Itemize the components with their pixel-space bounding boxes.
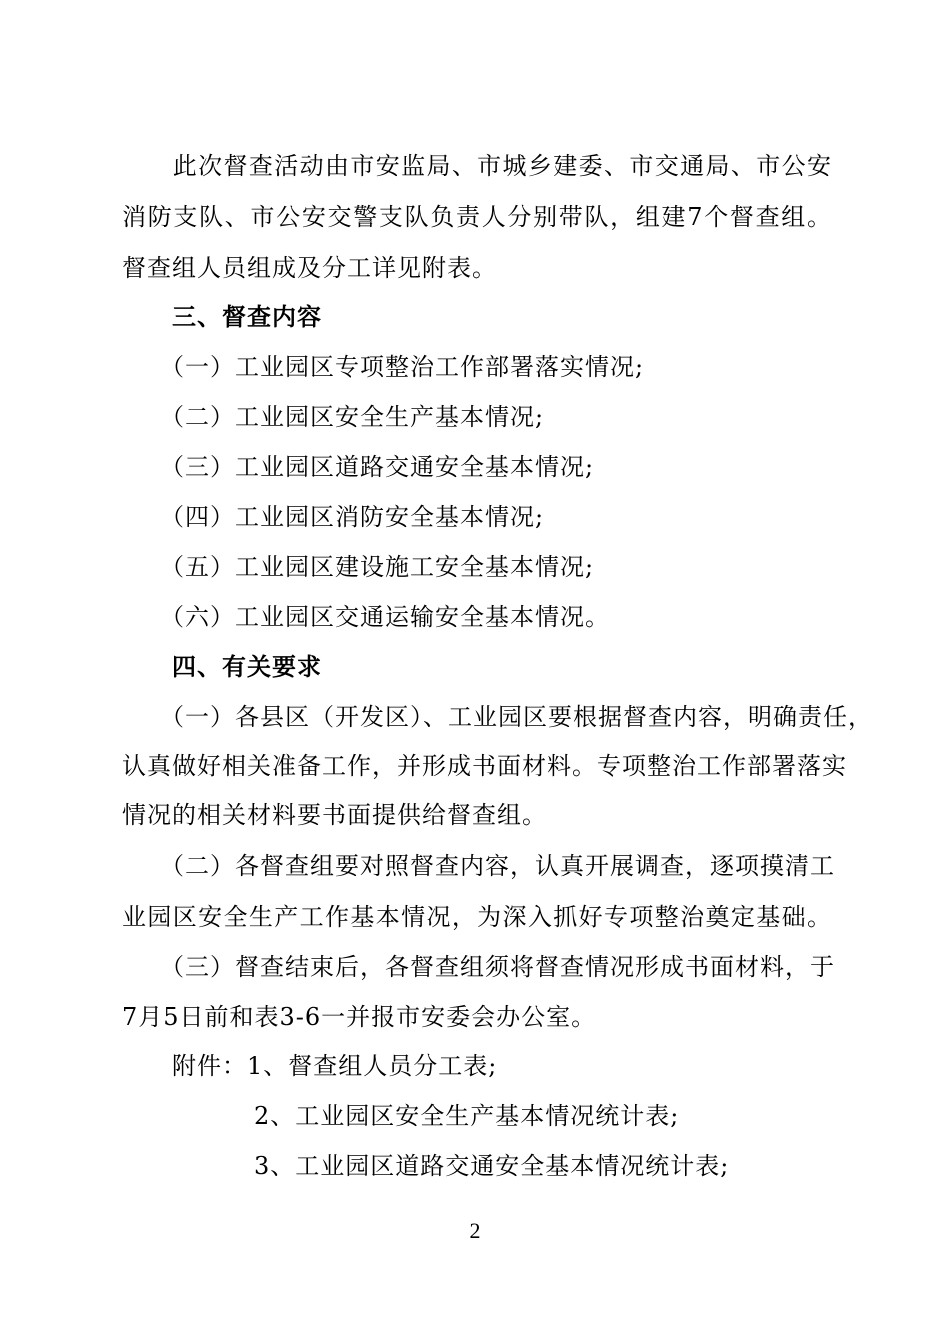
paragraph-line: 情况的相关材料要书面提供给督查组。 <box>122 801 547 829</box>
list-item: （二）工业园区安全生产基本情况; <box>122 403 545 431</box>
list-item: （三）工业园区道路交通安全基本情况; <box>122 453 595 481</box>
attachment-line: 3、工业园区道路交通安全基本情况统计表; <box>254 1152 730 1180</box>
list-item: （六）工业园区交通运输安全基本情况。 <box>122 603 610 631</box>
paragraph-line: 认真做好相关准备工作，并形成书面材料。专项整治工作部署落实 <box>122 752 847 780</box>
attachment-line: 2、工业园区安全生产基本情况统计表; <box>254 1102 680 1130</box>
paragraph-line: 业园区安全生产工作基本情况，为深入抓好专项整治奠定基础。 <box>122 903 832 931</box>
section-heading-4: 四、有关要求 <box>122 652 322 681</box>
attachment-line: 附件：1、督查组人员分工表; <box>122 1052 498 1080</box>
page-number: 2 <box>469 1218 481 1243</box>
list-item: （五）工业园区建设施工安全基本情况; <box>122 553 595 581</box>
paragraph-line: （一）各县区（开发区）、工业园区要根据督查内容，明确责任， <box>122 703 873 731</box>
paragraph-line: 此次督查活动由市安监局、市城乡建委、市交通局、市公安 <box>122 152 832 180</box>
paragraph-line: （二）各督查组要对照督查内容，认真开展调查，逐项摸清工 <box>122 852 835 880</box>
list-item: （一）工业园区专项整治工作部署落实情况; <box>122 353 645 381</box>
section-heading-3: 三、督查内容 <box>122 302 322 331</box>
paragraph-line: （三）督查结束后，各督查组须将督查情况形成书面材料，于 <box>122 953 835 981</box>
list-item: （四）工业园区消防安全基本情况; <box>122 503 545 531</box>
paragraph-line: 7月5日前和表3-6一并报市安委会办公室。 <box>122 1003 597 1031</box>
paragraph-line: 消防支队、市公安交警支队负责人分别带队，组建7个督查组。 <box>122 203 832 231</box>
paragraph-line: 督查组人员组成及分工详见附表。 <box>122 254 497 282</box>
